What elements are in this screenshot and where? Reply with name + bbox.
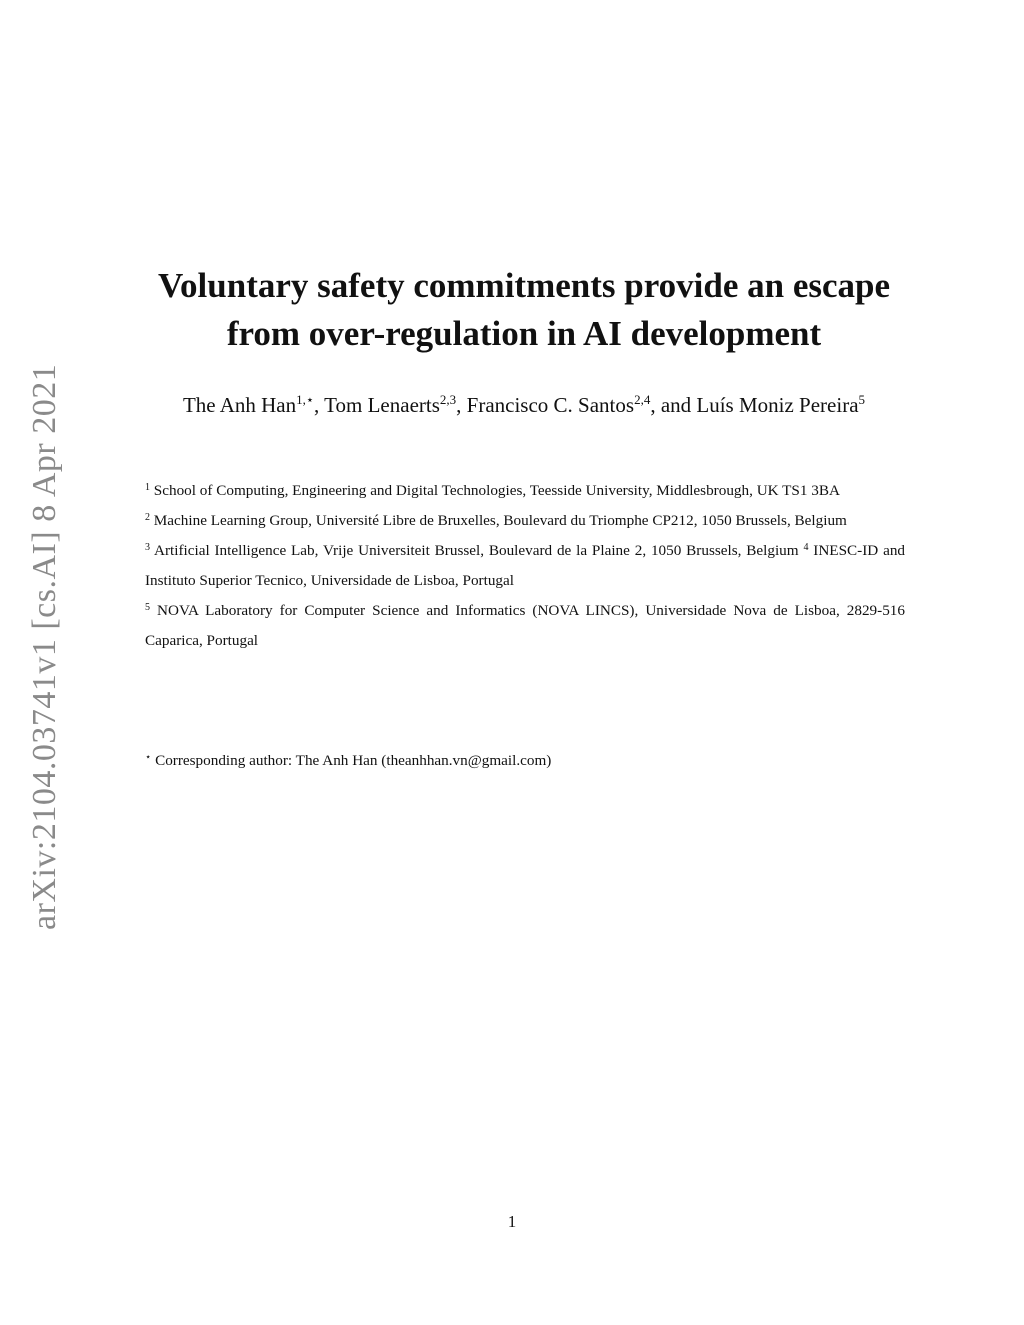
- corresponding-author-note: [145, 746, 551, 776]
- author-affiliation-marker: 5: [858, 392, 866, 407]
- author-name: Luís Moniz Pereira: [696, 393, 859, 417]
- affiliation-marker: 2: [145, 512, 150, 523]
- page-number: 1: [507, 1212, 517, 1231]
- affiliation-2: [145, 506, 905, 536]
- affiliation-marker: 3: [145, 542, 150, 553]
- author-name: Francisco C. Santos: [466, 393, 635, 417]
- affiliation-text: INESC-ID and Instituto Superior Tecnico, Universidade de Lisboa, Portugal: [145, 542, 906, 589]
- paper-title-line-2: from over-regulation in AI development: [226, 314, 822, 353]
- affiliation-marker: 5: [145, 602, 150, 613]
- author-separator: , and: [650, 393, 697, 417]
- paper-title-line-1: Voluntary safety commitments provide an escape: [157, 266, 891, 305]
- author-name: Tom Lenaerts: [324, 393, 440, 417]
- affiliation-1: [145, 476, 905, 506]
- author-affiliation-marker: 2,4: [634, 392, 651, 407]
- corresponding-author-text: Corresponding author: The Anh Han (theanhhan.vn@gmail.com): [155, 752, 552, 769]
- affiliation-text: Artificial Intelligence Lab, Vrije Universiteit Brussel, Boulevard de la Plaine 2, 1050 Brussels, Belgium: [154, 542, 799, 559]
- affiliation-text: Machine Learning Group, Université Libre de Bruxelles, Boulevard du Triomphe CP212, 1050 Brussels, Belgium: [153, 512, 847, 529]
- paper-title: [120, 262, 928, 358]
- affiliation-5: [145, 596, 905, 656]
- author-separator: ,: [314, 393, 325, 417]
- author-name: The Anh Han: [182, 393, 297, 417]
- author-affiliation-marker: 2,3: [439, 392, 457, 407]
- arxiv-identifier-stamp: arXiv:2104.03741v1 [cs.AI] 8 Apr 2021: [26, 363, 63, 930]
- affiliation-3: [145, 536, 905, 596]
- author-list: [120, 390, 928, 420]
- affiliation-text: School of Computing, Engineering and Digital Technologies, Teesside University, Middlesbrough, UK TS1 3BA: [153, 482, 840, 499]
- author-affiliation-marker: 1,⋆: [296, 392, 315, 407]
- affiliation-marker: 4: [803, 542, 809, 553]
- author-separator: ,: [456, 393, 467, 417]
- affiliation-text: NOVA Laboratory for Computer Science and Informatics (NOVA LINCS), Universidade Nova de Lisboa, 2829-516 Caparica, Portugal: [145, 602, 905, 649]
- affiliation-list: [145, 476, 905, 656]
- affiliation-marker: 1: [145, 482, 150, 493]
- corresponding-marker: ⋆: [145, 752, 152, 763]
